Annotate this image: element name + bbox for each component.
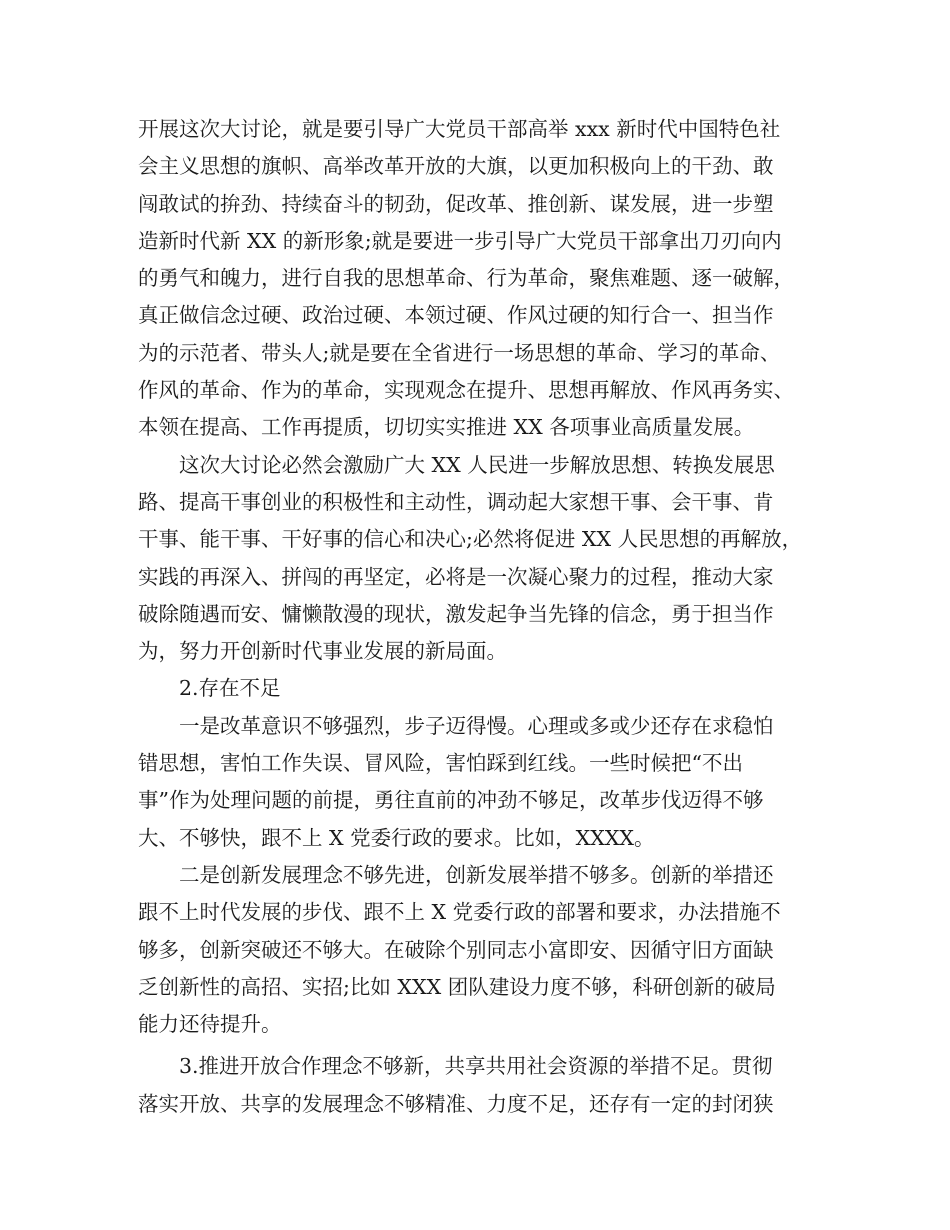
text-line: 破除随遇而安、慵懒散漫的现状，激发起争当先锋的信念，勇于担当作 bbox=[138, 601, 774, 626]
paragraph-1 bbox=[138, 111, 818, 447]
text-line: 造新时代新 XX 的新形象;就是要进一步引导广大党员干部拿出刀刃向内 bbox=[138, 228, 782, 253]
text-line: 为的示范者、带头人;就是要在全省进行一场思想的革命、学习的革命、 bbox=[138, 340, 781, 365]
text-line: 会主义思想的旗帜、高举改革开放的大旗，以更加积极向上的干劲、敢 bbox=[138, 154, 774, 179]
text-line: 一是改革意识不够强烈，步子迈得慢。心理或多或少还存在求稳怕 bbox=[179, 713, 774, 738]
text-line: 本领在提高、工作再提质，切切实实推进 XX 各项事业高质量发展。 bbox=[138, 415, 755, 440]
text-line: 大、不够快，跟不上 X 党委行政的要求。比如，XXXX。 bbox=[138, 825, 655, 850]
section-heading bbox=[138, 670, 818, 707]
text-line: 够多，创新突破还不够大。在破除个别同志小富即安、因循守旧方面缺 bbox=[138, 937, 774, 962]
text-line: 干事、能干事、干好事的信心和决心;必然将促进 XX 人民思想的再解放， bbox=[138, 527, 803, 552]
text-line: 这次大讨论必然会激励广大 XX 人民进一步解放思想、转换发展思 bbox=[179, 452, 775, 477]
text-line: 开展这次大讨论，就是要引导广大党员干部高举 xxx 新时代中国特色社 bbox=[138, 117, 781, 141]
text-line: 真正做信念过硬、政治过硬、本领过硬、作风过硬的知行合一、担当作 bbox=[138, 303, 774, 328]
text-line: 二是创新发展理念不够先进，创新发展举措不够多。创新的举措还 bbox=[179, 862, 774, 887]
text-line: 错思想，害怕工作失误、冒风险，害怕踩到红线。一些时候把“不出 bbox=[138, 751, 743, 776]
text-line: 作风的革命、作为的革命，实现观念在提升、思想再解放、作风再务实、 bbox=[138, 378, 794, 403]
paragraph-2 bbox=[138, 447, 818, 671]
text-line: 落实开放、共享的发展理念不够精准、力度不足，还存有一定的封闭狭 bbox=[138, 1091, 774, 1116]
text-line: 为，努力开创新时代事业发展的新局面。 bbox=[138, 639, 507, 664]
text-line: 乏创新性的高招、实招;比如 XXX 团队建设力度不够，科研创新的破局 bbox=[138, 974, 776, 999]
text-line: 路、提高干事创业的积极性和主动性，调动起大家想干事、会干事、肯 bbox=[138, 489, 774, 514]
text-line: 3.推进开放合作理念不够新，共享共用社会资源的举措不足。贯彻 bbox=[179, 1054, 773, 1079]
text-line: 事”作为处理问题的前提，勇往直前的冲劲不够足，改革步伐迈得不够 bbox=[138, 788, 764, 813]
text-line: 实践的再深入、拼闯的再坚定，必将是一次凝心聚力的过程，推动大家 bbox=[138, 564, 774, 589]
paragraph-5 bbox=[138, 1048, 818, 1123]
text-line: 跟不上时代发展的步伐、跟不上 X 党委行政的部署和要求，办法措施不 bbox=[138, 900, 781, 925]
text-line: 2.存在不足 bbox=[179, 676, 281, 701]
document-body bbox=[138, 111, 818, 1123]
paragraph-4 bbox=[138, 857, 818, 1043]
text-line: 能力还待提升。 bbox=[138, 1012, 282, 1037]
text-line: 的勇气和魄力，进行自我的思想革命、行为革命，聚焦难题、逐一破解， bbox=[138, 266, 794, 291]
text-line: 闯敢试的拚劲、持续奋斗的韧劲，促改革、推创新、谋发展，进一步塑 bbox=[138, 191, 774, 216]
paragraph-3 bbox=[138, 708, 818, 857]
